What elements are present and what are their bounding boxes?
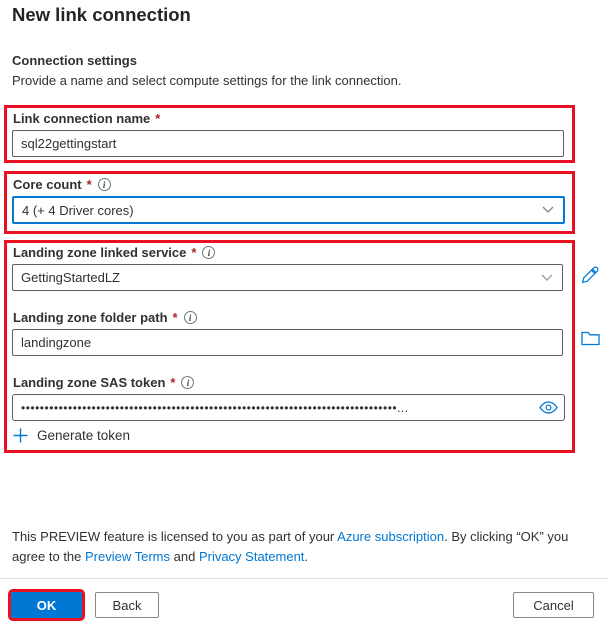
link-connection-name-label [13, 111, 160, 126]
landing-zone-linked-service-label [13, 245, 215, 260]
label-text: Link connection name [13, 111, 151, 126]
legal-text-segment: . By clicking “OK” you agree to the [12, 529, 569, 564]
required-asterisk: * [170, 375, 176, 390]
connection-settings-heading: Connection settings [12, 53, 137, 68]
eye-icon [539, 402, 558, 417]
landing-zone-folder-path-label [13, 310, 197, 325]
privacy-statement-link[interactable]: Privacy Statement [198, 548, 305, 564]
preview-legal-text [12, 527, 592, 566]
folder-icon [581, 334, 600, 349]
connection-settings-description: Provide a name and select compute settings for the link connection. [12, 73, 402, 88]
info-icon[interactable]: i [181, 376, 194, 389]
info-icon[interactable]: i [98, 178, 111, 191]
preview-terms-link[interactable]: Preview Terms [85, 548, 171, 564]
core-count-value: 4 (+ 4 Driver cores) [22, 202, 134, 218]
cancel-button[interactable]: Cancel [513, 592, 594, 618]
landing-zone-sas-token-input[interactable] [12, 394, 565, 421]
label-text: Core count [13, 177, 82, 192]
plus-icon [13, 428, 28, 443]
required-asterisk: * [191, 245, 197, 260]
footer-divider [0, 578, 609, 579]
landing-zone-linked-service-dropdown[interactable] [12, 264, 563, 291]
ok-button[interactable]: OK [11, 592, 82, 618]
edit-linked-service-button[interactable] [581, 266, 599, 284]
label-text: Landing zone linked service [13, 245, 187, 260]
landing-zone-sas-token-label [13, 375, 194, 390]
required-asterisk: * [172, 310, 178, 325]
pencil-icon [581, 272, 599, 287]
link-connection-name-input[interactable] [12, 130, 564, 157]
info-icon[interactable]: i [202, 246, 215, 259]
generate-token-label: Generate token [37, 428, 131, 443]
chevron-down-icon [541, 274, 553, 282]
show-password-button[interactable] [539, 401, 558, 414]
chevron-down-icon [542, 206, 554, 214]
back-button[interactable]: Back [95, 592, 159, 618]
label-text: Landing zone folder path [13, 310, 168, 325]
legal-text-segment: This PREVIEW feature is licensed to you as part of your [12, 529, 338, 544]
linked-service-value: GettingStartedLZ [21, 270, 120, 285]
masked-token-value: ••••••••••••••••••••••••••••••••••••••••••••••••••••••••••••••••••••••••••••••••... [21, 400, 409, 415]
browse-folder-button[interactable] [581, 331, 600, 346]
legal-text-segment: . [304, 548, 309, 564]
legal-text-segment: and [170, 548, 199, 564]
landing-zone-folder-path-input[interactable] [12, 329, 563, 356]
generate-token-button[interactable] [13, 428, 130, 443]
info-icon[interactable]: i [184, 311, 197, 324]
page-title: New link connection [12, 4, 191, 25]
core-count-label [13, 177, 111, 192]
required-asterisk: * [86, 177, 92, 192]
label-text: Landing zone SAS token [13, 375, 166, 390]
core-count-dropdown[interactable] [12, 196, 565, 224]
required-asterisk: * [155, 111, 161, 126]
azure-subscription-link[interactable]: Azure subscription [337, 529, 445, 544]
